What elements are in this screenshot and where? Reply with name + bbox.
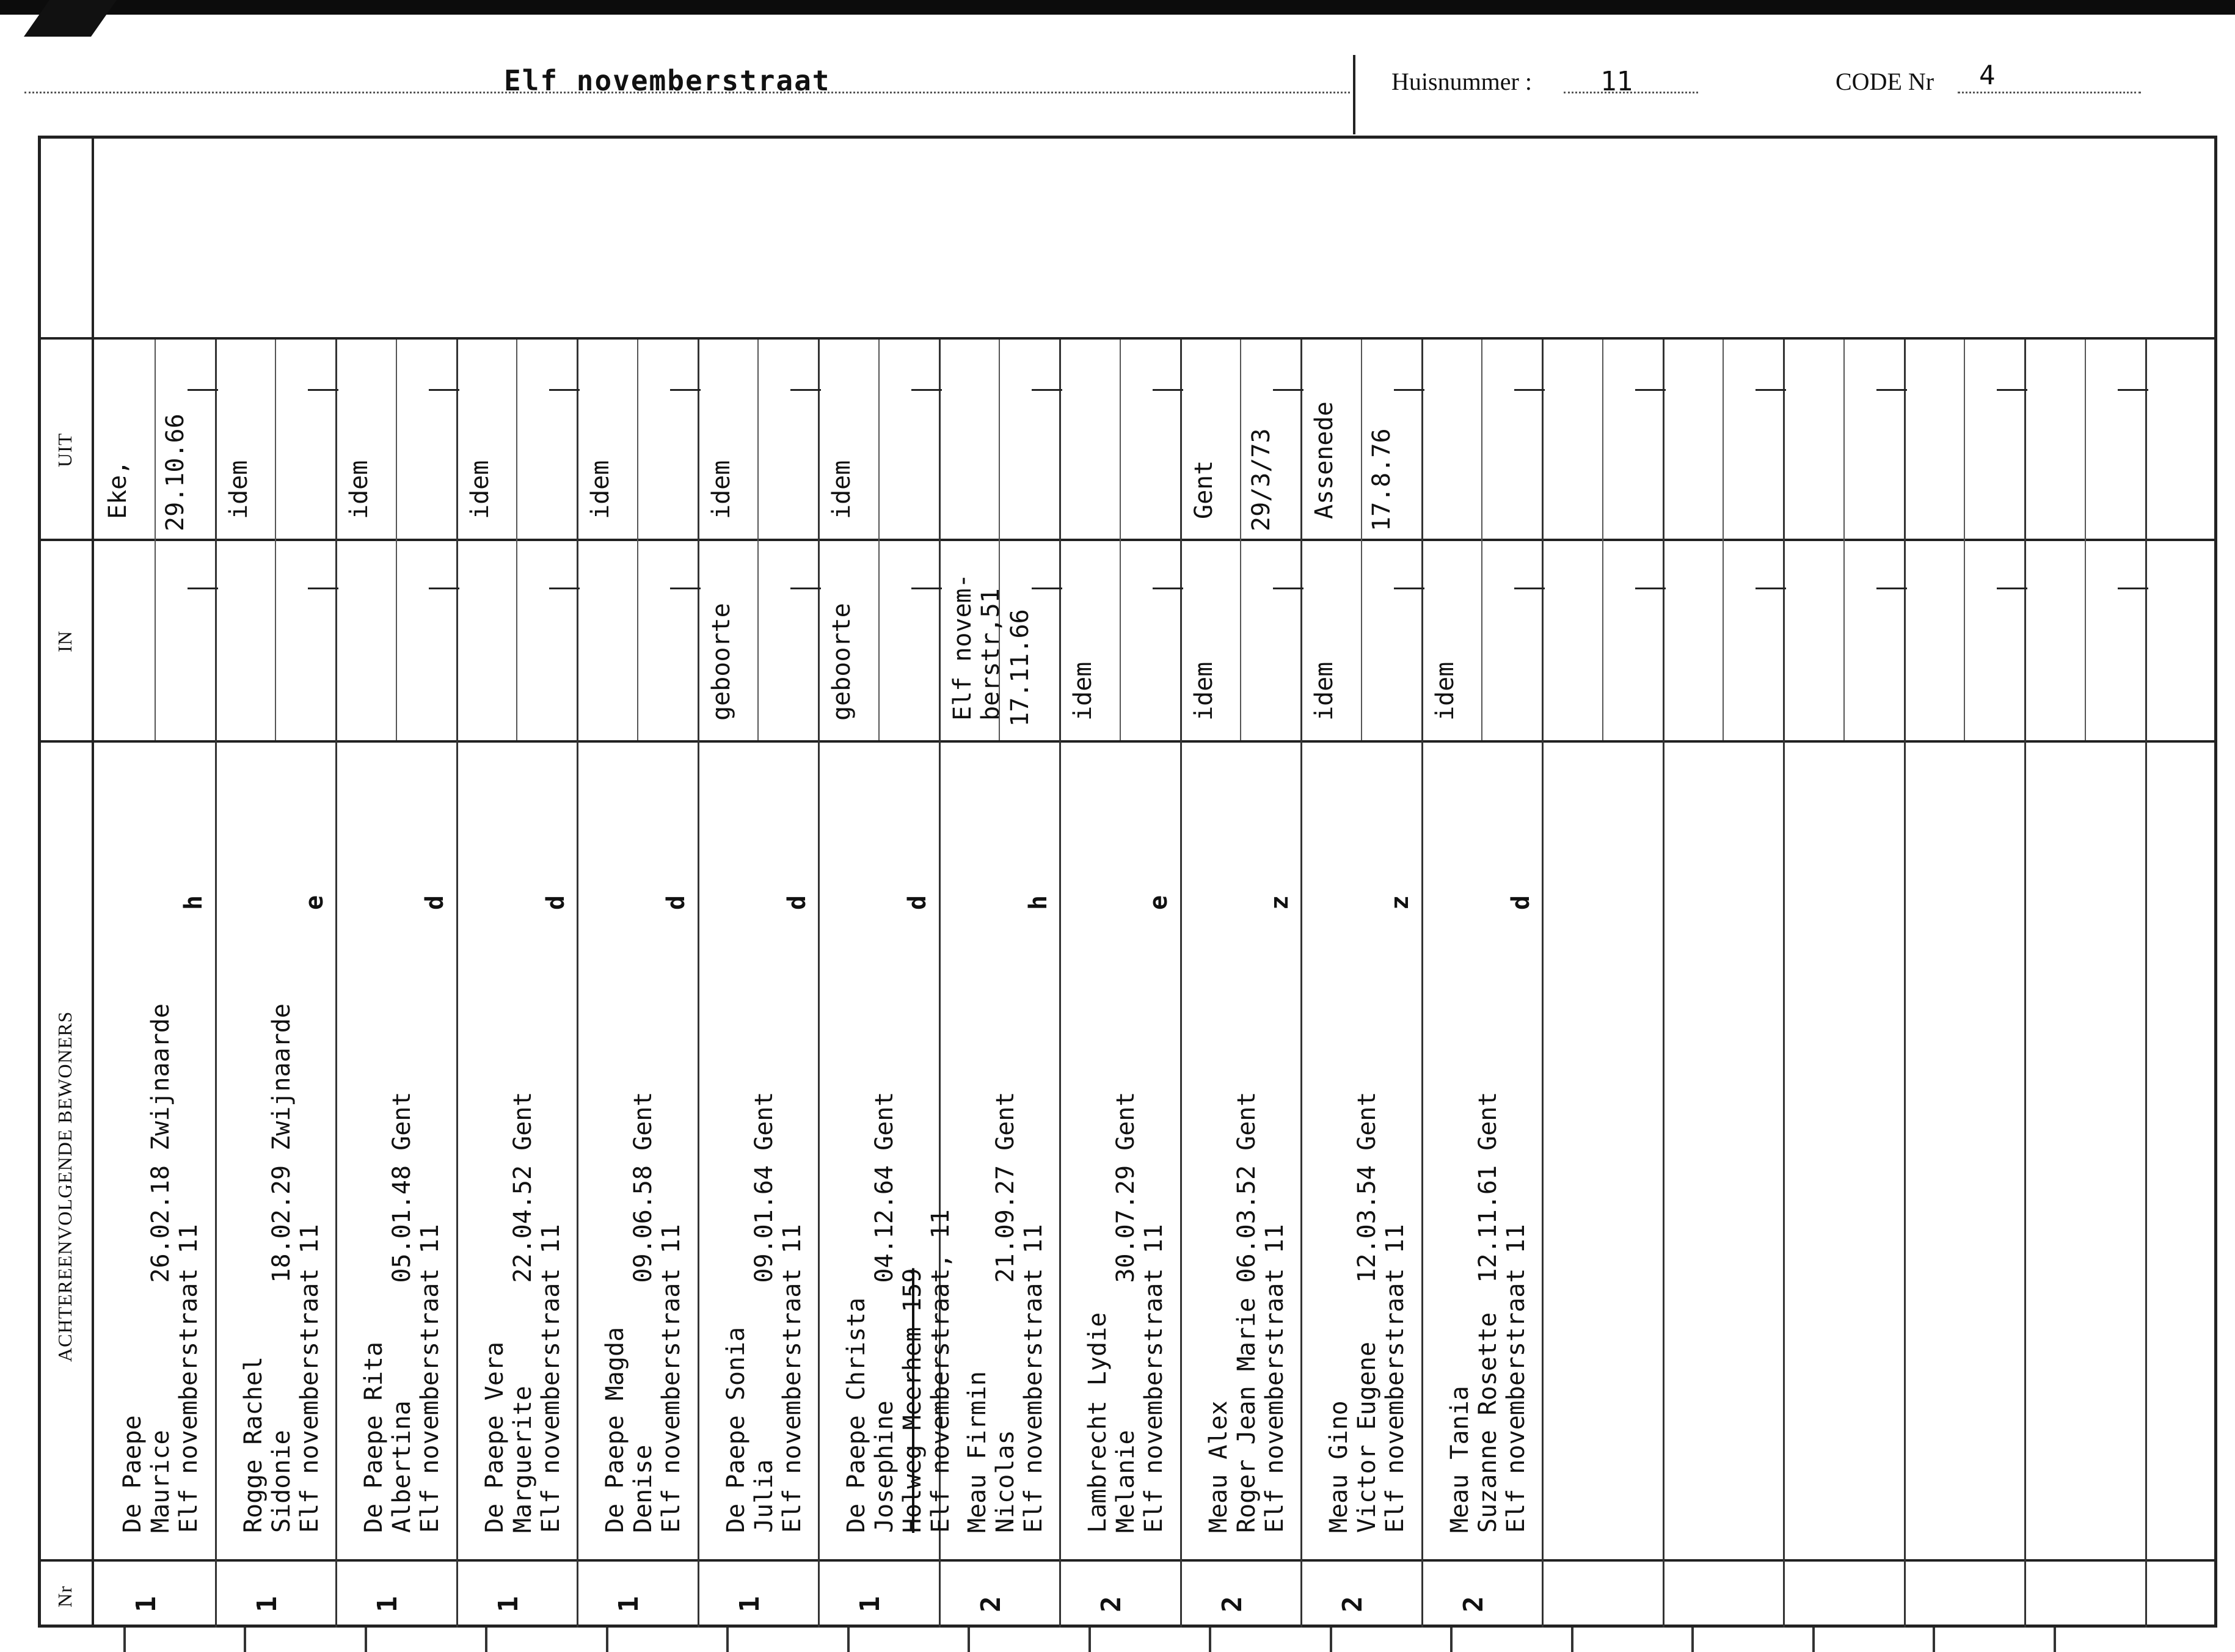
relation-code: e [1145,895,1173,910]
uit-destination: idem [707,460,735,519]
resident-line: Elf novemberstraat 11 [1502,1224,1530,1533]
row-subdivider [396,340,397,740]
resident-line: Elf novemberstraat 11 [296,1224,324,1533]
relation-code: z [1266,895,1294,910]
resident-number: 1 [493,1596,524,1612]
resident-number: 1 [613,1596,644,1612]
row-divider [1904,340,1906,1628]
row-divider [1783,340,1785,1628]
code-value: 4 [1979,60,1996,91]
uit-column-label: UIT [54,432,76,467]
empty-cell-dash [188,588,218,589]
resident-surname: De Paepe Rita [360,1341,388,1533]
resident-number: 1 [252,1596,283,1612]
in-origin: geboorte [707,603,735,721]
empty-cell-dash [790,588,821,589]
relation-code: d [1507,895,1535,910]
bottom-tick [1933,1628,1935,1652]
row-divider [1180,340,1182,1628]
empty-cell-dash [308,389,338,391]
row-divider [698,340,699,1628]
bottom-tick [1450,1628,1453,1652]
scan-top-edge [0,0,2235,15]
uit-destination: Assenede [1310,401,1338,519]
row-subdivider [1240,340,1241,740]
row-divider [2024,340,2026,1628]
resident-number: 2 [975,1596,1007,1612]
empty-cell-dash [1514,389,1545,391]
empty-cell-dash [911,389,942,391]
code-dotted-line [1958,92,2141,93]
empty-cell-dash [1032,588,1062,589]
empty-cell-dash [1394,389,1424,391]
resident-entry [601,1092,685,1533]
uit-destination: idem [828,460,856,519]
uit-destination: idem [586,460,614,519]
resident-number: 1 [734,1596,765,1612]
resident-surname: Meau Firmin [963,1371,991,1533]
uit-destination: Eke, [104,460,132,519]
row-subdivider [1723,340,1724,740]
row-divider [1059,340,1061,1628]
bottom-tick [1088,1628,1091,1652]
resident-entry [842,1092,955,1533]
resident-line: Victor Eugene 12.03.54 Gent [1353,1091,1381,1533]
uit-destination: idem [225,460,253,519]
row-subdivider [516,340,517,740]
resident-line: Elf novemberstraat 11 [1261,1224,1289,1533]
resident-entry [1325,1092,1409,1533]
in-origin: idem [1310,661,1338,721]
resident-number: 1 [131,1596,162,1612]
resident-line: Elf novemberstraat 11 [416,1224,444,1533]
resident-entry [360,1092,444,1533]
in-origin: idem [1190,661,1218,721]
relation-code: h [1024,895,1052,910]
relation-code: d [903,895,932,910]
resident-number: 1 [855,1596,886,1612]
resident-line: Roger Jean Marie 06.03.52 Gent [1233,1091,1261,1533]
row-subdivider [2085,340,2086,740]
bottom-tick [1330,1628,1332,1652]
bottom-tick [726,1628,729,1652]
bottom-tick [123,1628,126,1652]
bottom-tick [1209,1628,1211,1652]
resident-entry [963,1092,1048,1533]
resident-surname: Meau Alex [1205,1400,1233,1533]
empty-cell-dash [1756,588,1786,589]
bottom-tick [244,1628,246,1652]
resident-entry [722,1092,806,1533]
row-subdivider [1964,340,1965,740]
row-divider [1542,340,1544,1628]
relation-code: d [662,895,690,910]
resident-entry [481,1092,565,1533]
empty-cell-dash [1032,389,1062,391]
resident-entry [239,1003,324,1533]
in-column-label: IN [54,630,76,652]
bottom-tick [1571,1628,1573,1652]
empty-cell-dash [1997,588,2027,589]
resident-surname: Meau Gino [1325,1400,1353,1533]
resident-line: Julia 09.01.64 Gent [750,1091,778,1533]
resident-line: Nicolas 21.09.27 Gent [991,1091,1019,1533]
bottom-tick [2054,1628,2056,1652]
resident-surname: De Paepe Sonia [722,1326,750,1533]
resident-line: Maurice 26.02.18 Zwijnaarde [147,1003,175,1533]
uit-date: 29/3/73 [1247,428,1275,531]
empty-cell-dash [670,389,701,391]
resident-line: Elf novemberstraat, 11 [927,1209,955,1533]
huisnummer-value: 11 [1600,66,1633,97]
resident-number: 2 [1096,1596,1127,1612]
resident-number: 2 [1217,1596,1248,1612]
empty-cell-dash [308,588,338,589]
resident-entry [1446,1092,1530,1533]
uit-destination: idem [466,460,494,519]
relation-code: e [301,895,329,910]
in-origin: Elf novem- berstr,51 [949,573,1005,721]
empty-cell-dash [549,588,580,589]
divider-uit-top [38,337,2217,340]
row-divider [1300,340,1302,1628]
empty-cell-dash [188,389,218,391]
in-origin: geboorte [828,603,856,721]
divider-bewoners-nr [38,1559,2217,1562]
in-origin: idem [1069,661,1097,721]
empty-cell-dash [1876,389,1907,391]
row-divider [1421,340,1423,1628]
row-subdivider [637,340,638,740]
uit-destination: Gent [1190,460,1218,519]
relation-code: d [542,895,570,910]
empty-cell-dash [670,588,701,589]
row-subdivider [1120,340,1121,740]
empty-cell-dash [2118,389,2148,391]
row-subdivider [1481,340,1482,740]
empty-cell-dash [1756,389,1786,391]
empty-cell-dash [549,389,580,391]
row-subdivider [1843,340,1845,740]
empty-cell-dash [1635,389,1666,391]
empty-cell-dash [911,588,942,589]
empty-cell-dash [790,389,821,391]
empty-cell-dash [1876,588,1907,589]
resident-line: Elf novemberstraat 11 [1381,1224,1409,1533]
row-divider [2145,340,2147,1628]
empty-cell-dash [1273,389,1303,391]
resident-line: Holweg Meerhem 159 [899,1268,927,1533]
relation-code: h [180,895,208,910]
code-label: CODE Nr [1836,68,1934,95]
empty-cell-dash [1514,588,1545,589]
resident-line: Denise 09.06.58 Gent [629,1091,657,1533]
row-subdivider [1361,340,1362,740]
resident-line: Elf novemberstraat 11 [1140,1224,1168,1533]
row-divider [818,340,820,1628]
resident-number: 1 [372,1596,403,1612]
resident-surname: De Paepe Christa [842,1297,870,1533]
resident-line: Josephine 04.12.64 Gent [870,1091,899,1533]
resident-line: Sidonie 18.02.29 Zwijnaarde [268,1003,296,1533]
empty-cell-dash [1153,389,1183,391]
row-divider [335,340,337,1628]
empty-cell-dash [1394,588,1424,589]
divider-uit-in [38,539,2217,541]
resident-number: 2 [1337,1596,1368,1612]
empty-cell-dash [2118,588,2148,589]
resident-surname: De Paepe Magda [601,1326,629,1533]
resident-line: Melanie 30.07.29 Gent [1112,1091,1140,1533]
resident-line: Elf novemberstraat 11 [175,1224,203,1533]
street-name: Elf novemberstraat [504,64,831,97]
divider-in-bewoners [38,740,2217,743]
row-subdivider [155,340,156,740]
bottom-tick [1691,1628,1694,1652]
bewoners-column-label: ACHTEREENVOLGENDE BEWONERS [54,1011,76,1362]
row-divider [456,340,458,1628]
resident-entry [1205,1092,1289,1533]
nr-column-label: Nr [54,1585,76,1607]
row-divider [1663,340,1664,1628]
resident-surname: Lambrecht Lydie [1084,1312,1112,1533]
empty-cell-dash [429,588,459,589]
resident-entry [1084,1092,1168,1533]
resident-line: Elf novemberstraat 11 [778,1224,806,1533]
resident-line: Elf novemberstraat 11 [537,1224,565,1533]
empty-cell-dash [1273,588,1303,589]
header-separator [1353,55,1355,134]
resident-entry [118,1003,203,1533]
huisnummer-label: Huisnummer : [1391,68,1532,95]
row-divider [215,340,217,1628]
empty-cell-dash [1153,588,1183,589]
bottom-tick [485,1628,487,1652]
row-subdivider [275,340,276,740]
bottom-tick [1812,1628,1815,1652]
row-divider [577,340,578,1628]
relation-code: d [783,895,811,910]
resident-number: 2 [1458,1596,1489,1612]
row-subdivider [878,340,880,740]
resident-line: Albertina 05.01.48 Gent [388,1091,416,1533]
in-origin: idem [1431,661,1459,721]
resident-line: Suzanne Rosette 12.11.61 Gent [1474,1091,1502,1533]
row-subdivider [1602,340,1603,740]
relation-code: d [421,895,449,910]
row-subdivider [757,340,759,740]
bottom-tick [847,1628,850,1652]
uit-destination: idem [345,460,373,519]
empty-cell-dash [1997,389,2027,391]
uit-date: 17.8.76 [1368,428,1396,531]
in-date: 17.11.66 [1006,609,1034,727]
empty-cell-dash [429,389,459,391]
bottom-tick [968,1628,970,1652]
resident-surname: De Paepe Vera [481,1341,509,1533]
empty-cell-dash [1635,588,1666,589]
resident-surname: Meau Tania [1446,1386,1474,1533]
uit-date: 29.10.66 [161,413,189,531]
column-label-strip [38,136,94,1628]
resident-line: Elf novemberstraat 11 [1019,1224,1048,1533]
resident-line: Elf novemberstraat 11 [657,1224,685,1533]
resident-surname: Rogge Rachel [239,1356,268,1533]
resident-line: Marguerite 22.04.52 Gent [509,1091,537,1533]
bottom-tick [365,1628,367,1652]
bottom-tick [606,1628,608,1652]
relation-code: z [1386,895,1414,910]
resident-surname: De Paepe [118,1415,147,1533]
